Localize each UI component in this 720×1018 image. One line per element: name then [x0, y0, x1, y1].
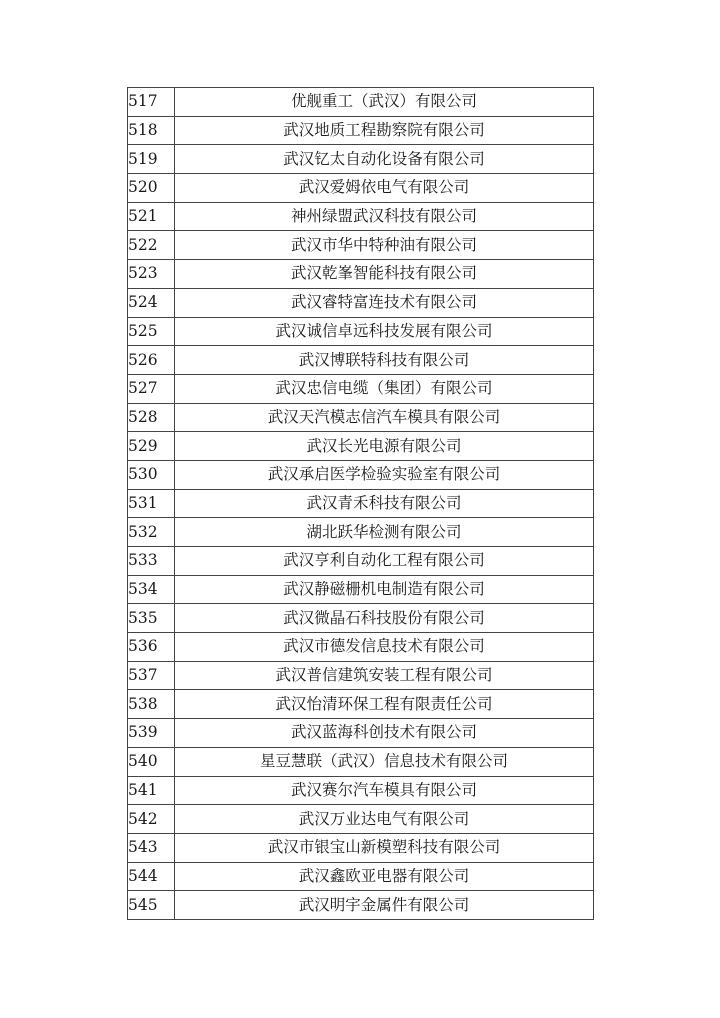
company-name-cell: 武汉普信建筑安装工程有限公司: [175, 661, 594, 690]
company-name-cell: 武汉地质工程勘察院有限公司: [175, 116, 594, 145]
row-number-cell: 537: [128, 661, 175, 690]
table-row: [128, 719, 594, 748]
table-row: [128, 891, 594, 920]
company-name-cell: 优舰重工（武汉）有限公司: [175, 88, 594, 117]
company-name-cell: 武汉承启医学检验实验室有限公司: [175, 460, 594, 489]
table-body: [128, 88, 594, 920]
company-name-cell: 武汉亨利自动化工程有限公司: [175, 547, 594, 576]
company-name-cell: 武汉市德发信息技术有限公司: [175, 633, 594, 662]
company-list-table: [127, 87, 594, 920]
row-number-cell: 536: [128, 633, 175, 662]
row-number-cell: 535: [128, 604, 175, 633]
table-row: [128, 288, 594, 317]
row-number-cell: 531: [128, 489, 175, 518]
table-row: [128, 317, 594, 346]
company-name-cell: 武汉微晶石科技股份有限公司: [175, 604, 594, 633]
row-number-cell: 540: [128, 747, 175, 776]
company-name-cell: 武汉诚信卓远科技发展有限公司: [175, 317, 594, 346]
company-name-cell: 武汉鑫欧亚电器有限公司: [175, 862, 594, 891]
row-number-cell: 534: [128, 575, 175, 604]
company-name-cell: 武汉爱姆依电气有限公司: [175, 174, 594, 203]
table-row: [128, 805, 594, 834]
company-name-cell: 武汉博联特科技有限公司: [175, 346, 594, 375]
table-row: [128, 88, 594, 117]
company-name-cell: 武汉静磁栅机电制造有限公司: [175, 575, 594, 604]
row-number-cell: 519: [128, 145, 175, 174]
company-name-cell: 武汉天汽模志信汽车模具有限公司: [175, 403, 594, 432]
company-name-cell: 武汉市银宝山新模塑科技有限公司: [175, 833, 594, 862]
row-number-cell: 539: [128, 719, 175, 748]
table-row: [128, 374, 594, 403]
row-number-cell: 530: [128, 460, 175, 489]
company-name-cell: 武汉忠信电缆（集团）有限公司: [175, 374, 594, 403]
table-row: [128, 518, 594, 547]
table-row: [128, 575, 594, 604]
table-row: [128, 489, 594, 518]
row-number-cell: 538: [128, 690, 175, 719]
company-name-cell: 武汉明宇金属件有限公司: [175, 891, 594, 920]
row-number-cell: 532: [128, 518, 175, 547]
row-number-cell: 525: [128, 317, 175, 346]
table-row: [128, 174, 594, 203]
row-number-cell: 533: [128, 547, 175, 576]
company-name-cell: 星豆慧联（武汉）信息技术有限公司: [175, 747, 594, 776]
company-name-cell: 武汉钇太自动化设备有限公司: [175, 145, 594, 174]
table-row: [128, 116, 594, 145]
row-number-cell: 517: [128, 88, 175, 117]
row-number-cell: 522: [128, 231, 175, 260]
company-name-cell: 武汉怡清环保工程有限责任公司: [175, 690, 594, 719]
row-number-cell: 541: [128, 776, 175, 805]
company-name-cell: 武汉万业达电气有限公司: [175, 805, 594, 834]
row-number-cell: 527: [128, 374, 175, 403]
row-number-cell: 544: [128, 862, 175, 891]
company-name-cell: 湖北跃华检测有限公司: [175, 518, 594, 547]
table-row: [128, 776, 594, 805]
row-number-cell: 518: [128, 116, 175, 145]
table-row: [128, 661, 594, 690]
table-row: [128, 260, 594, 289]
table-row: [128, 202, 594, 231]
row-number-cell: 528: [128, 403, 175, 432]
table-row: [128, 231, 594, 260]
company-name-cell: 武汉青禾科技有限公司: [175, 489, 594, 518]
table-row: [128, 547, 594, 576]
row-number-cell: 521: [128, 202, 175, 231]
company-name-cell: 武汉长光电源有限公司: [175, 432, 594, 461]
company-name-cell: 神州绿盟武汉科技有限公司: [175, 202, 594, 231]
table-row: [128, 403, 594, 432]
table-row: [128, 633, 594, 662]
company-name-cell: 武汉蓝海科创技术有限公司: [175, 719, 594, 748]
table-row: [128, 432, 594, 461]
row-number-cell: 524: [128, 288, 175, 317]
company-name-cell: 武汉赛尔汽车模具有限公司: [175, 776, 594, 805]
row-number-cell: 529: [128, 432, 175, 461]
table-row: [128, 862, 594, 891]
row-number-cell: 543: [128, 833, 175, 862]
row-number-cell: 520: [128, 174, 175, 203]
row-number-cell: 523: [128, 260, 175, 289]
table-row: [128, 690, 594, 719]
company-name-cell: 武汉睿特富连技术有限公司: [175, 288, 594, 317]
row-number-cell: 545: [128, 891, 175, 920]
company-name-cell: 武汉市华中特种油有限公司: [175, 231, 594, 260]
row-number-cell: 526: [128, 346, 175, 375]
table-row: [128, 747, 594, 776]
table-row: [128, 833, 594, 862]
company-name-cell: 武汉乾峯智能科技有限公司: [175, 260, 594, 289]
row-number-cell: 542: [128, 805, 175, 834]
table-row: [128, 604, 594, 633]
table-row: [128, 346, 594, 375]
table-row: [128, 460, 594, 489]
table-row: [128, 145, 594, 174]
